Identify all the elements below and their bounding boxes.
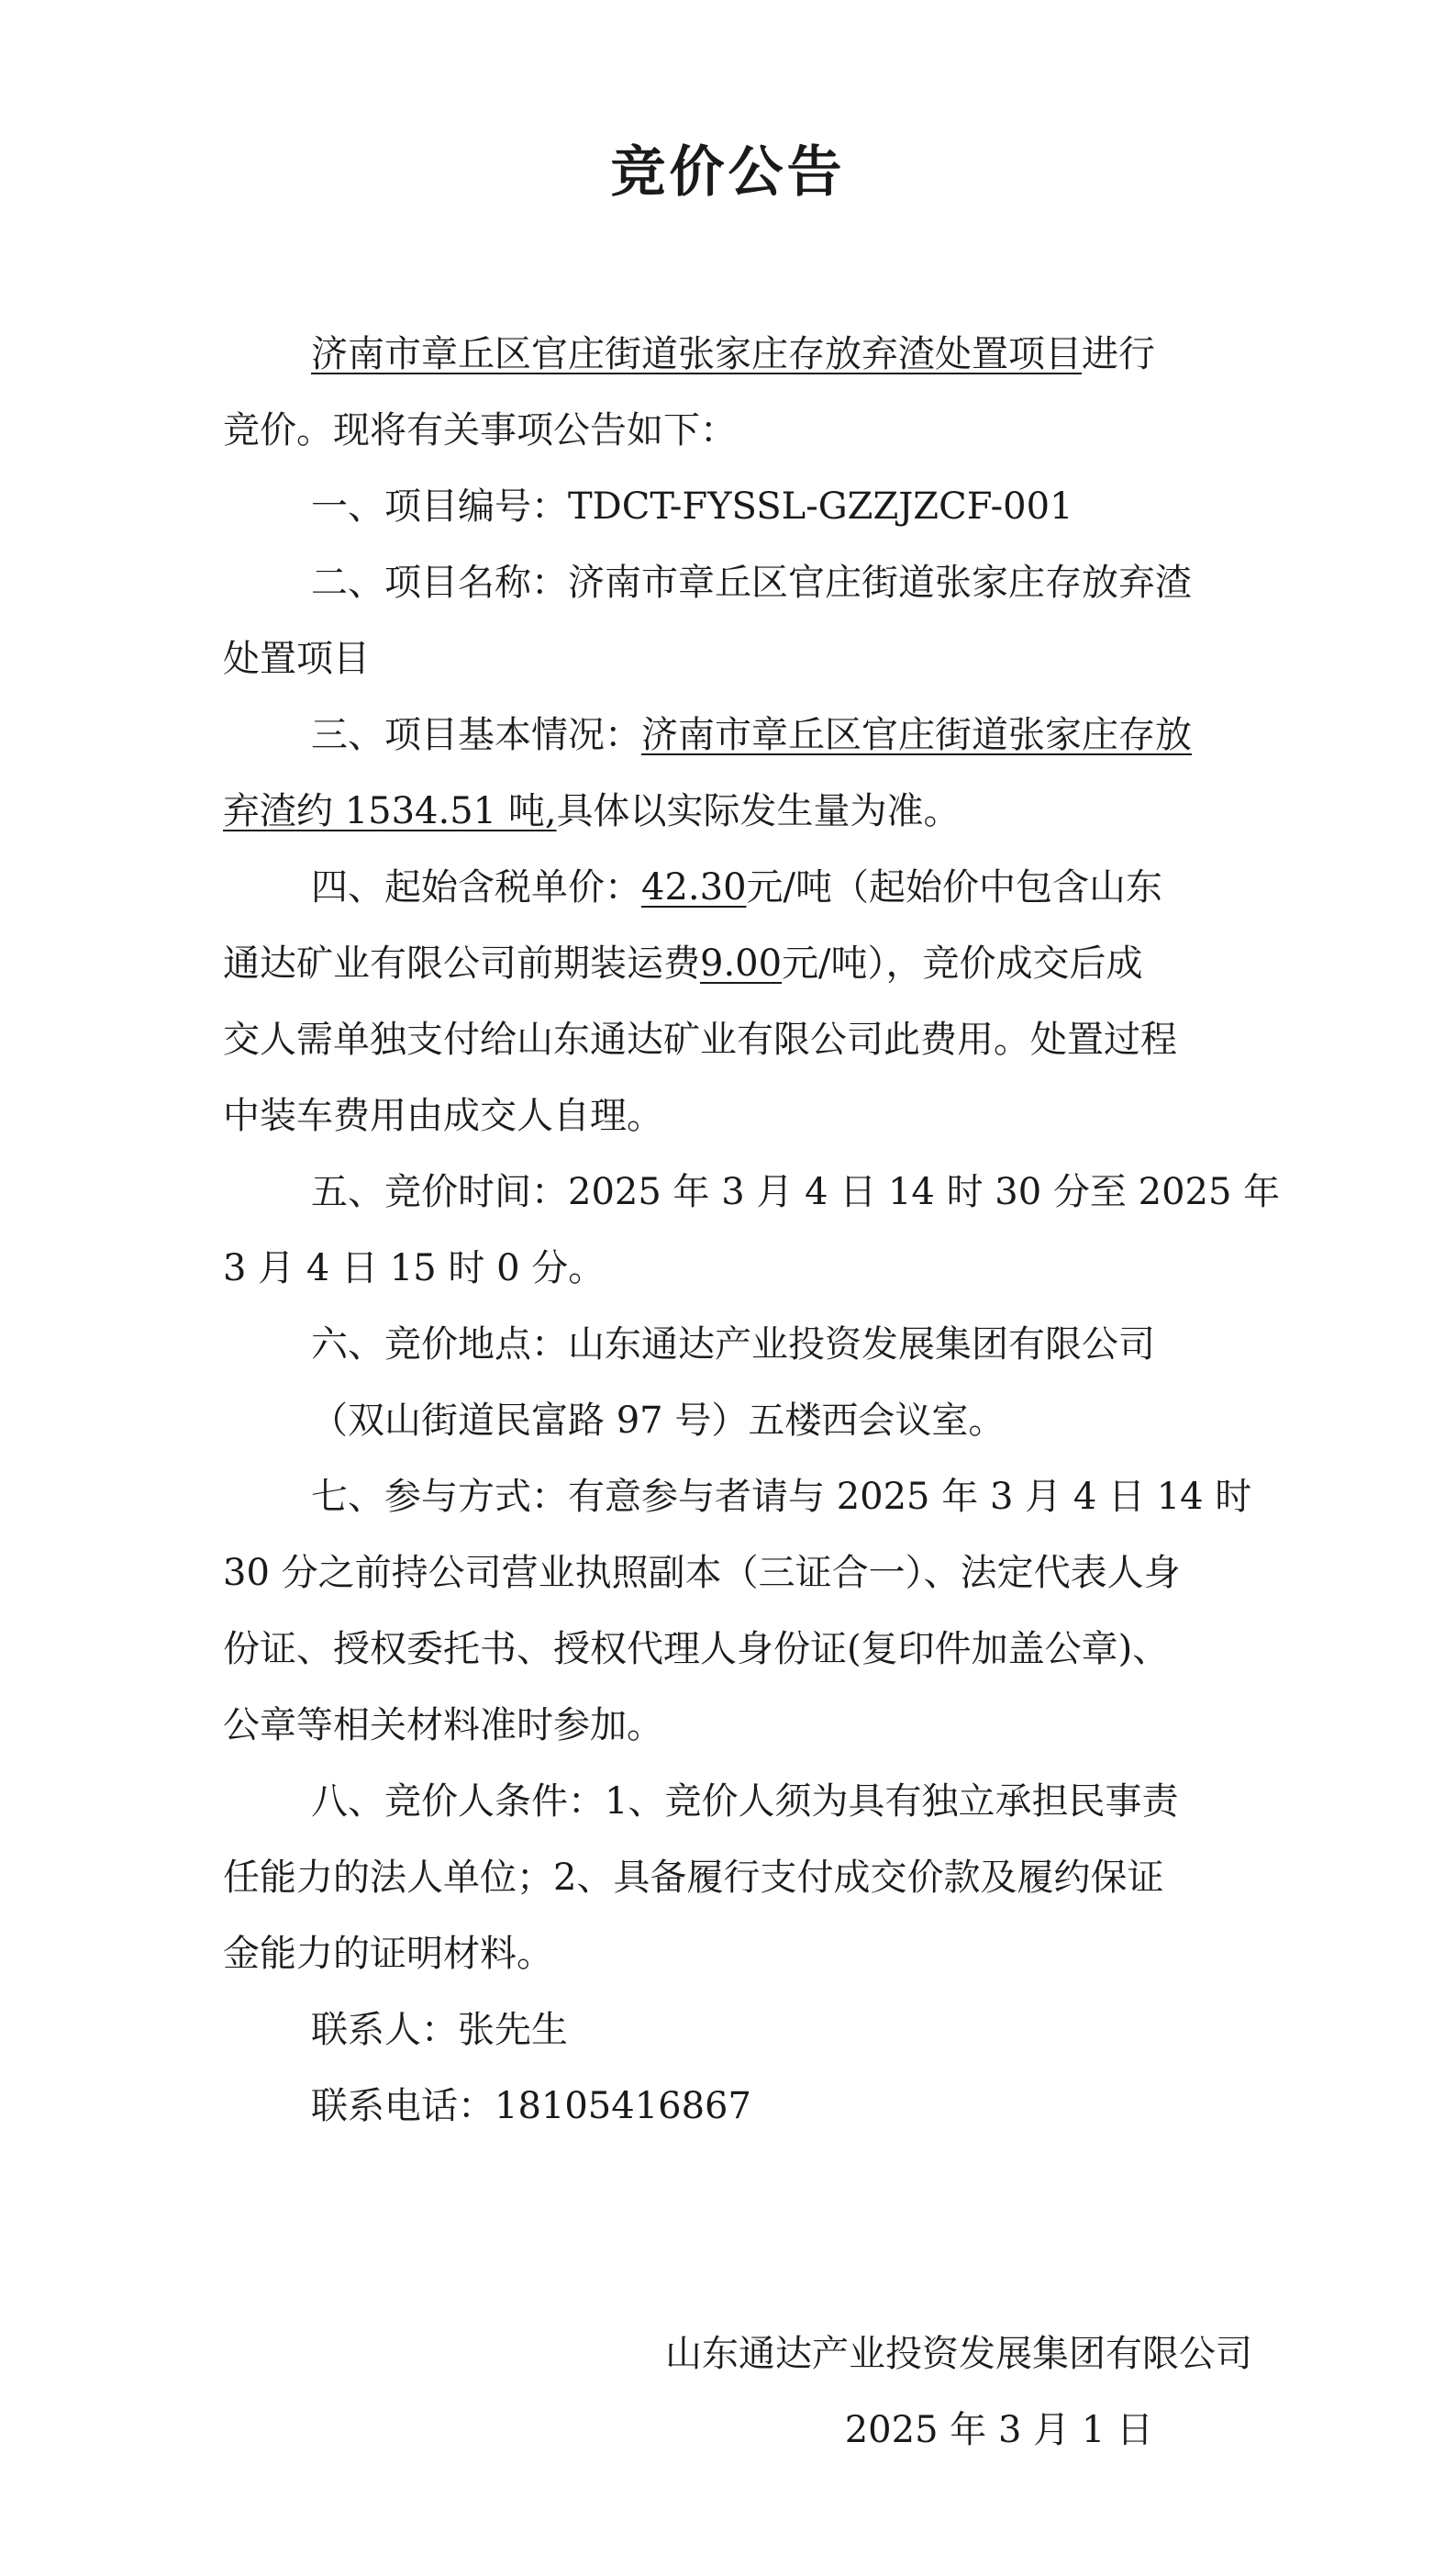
start-price: 42.30 [641,866,747,909]
item-price-line-1: 四、起始含税单价：42.30元/吨（起始价中包含山东 [311,866,1162,909]
contact-phone: 联系电话：18105416867 [311,2085,751,2127]
item-basic-info-line-1: 三、项目基本情况：济南市章丘区官庄街道张家庄存放 [311,714,1192,756]
item-time-line-1: 五、竞价时间：2025 年 3 月 4 日 14 时 30 分至 2025 年 [311,1171,1281,1213]
item-time-line-2: 3 月 4 日 15 时 0 分。 [223,1247,606,1289]
item-conditions-line-3: 金能力的证明材料。 [223,1933,553,1975]
item-participation-line-3: 份证、授权委托书、授权代理人身份证(复印件加盖公章)、 [223,1628,1170,1670]
item-price-line-3: 交人需单独支付给山东通达矿业有限公司此费用。处置过程 [223,1019,1177,1061]
signature-date: 2025 年 3 月 1 日 [844,2409,1153,2451]
contact-person: 联系人：张先生 [311,2009,568,2051]
loading-fee: 9.00 [700,942,783,985]
intro-line-1: 济南市章丘区官庄街道张家庄存放弃渣处置项目进行 [311,333,1155,375]
item-participation-line-1: 七、参与方式：有意参与者请与 2025 年 3 月 4 日 14 时 [311,1476,1252,1518]
item-conditions-line-2: 任能力的法人单位；2、具备履行支付成交价款及履约保证 [223,1857,1164,1899]
item-price-line-2: 通达矿业有限公司前期装运费9.00元/吨），竞价成交后成 [223,942,1143,985]
item-location-line-2: （双山街道民富路 97 号）五楼西会议室。 [311,1400,1006,1442]
signature-company: 山东通达产业投资发展集团有限公司 [665,2333,1252,2375]
item-location-line-1: 六、竞价地点：山东通达产业投资发展集团有限公司 [311,1323,1155,1366]
item-participation-line-4: 公章等相关材料准时参加。 [223,1704,663,1746]
item-project-name-line-2: 处置项目 [223,638,370,680]
item-project-number: 一、项目编号：TDCT-FYSSL-GZZJZCF-001 [311,485,1073,528]
item-basic-info-line-2: 弃渣约 1534.51 吨,具体以实际发生量为准。 [223,790,961,832]
intro-line-2: 竞价。现将有关事项公告如下： [223,409,737,452]
project-name-underlined: 济南市章丘区官庄街道张家庄存放弃渣处置项目 [311,333,1082,375]
page-title: 竞价公告 [610,140,846,205]
item-conditions-line-1: 八、竞价人条件：1、竞价人须为具有独立承担民事责 [311,1780,1179,1823]
item-project-name-line-1: 二、项目名称：济南市章丘区官庄街道张家庄存放弃渣 [311,562,1192,604]
item-price-line-4: 中装车费用由成交人自理。 [223,1095,663,1137]
item-participation-line-2: 30 分之前持公司营业执照副本（三证合一）、法定代表人身 [223,1552,1181,1594]
